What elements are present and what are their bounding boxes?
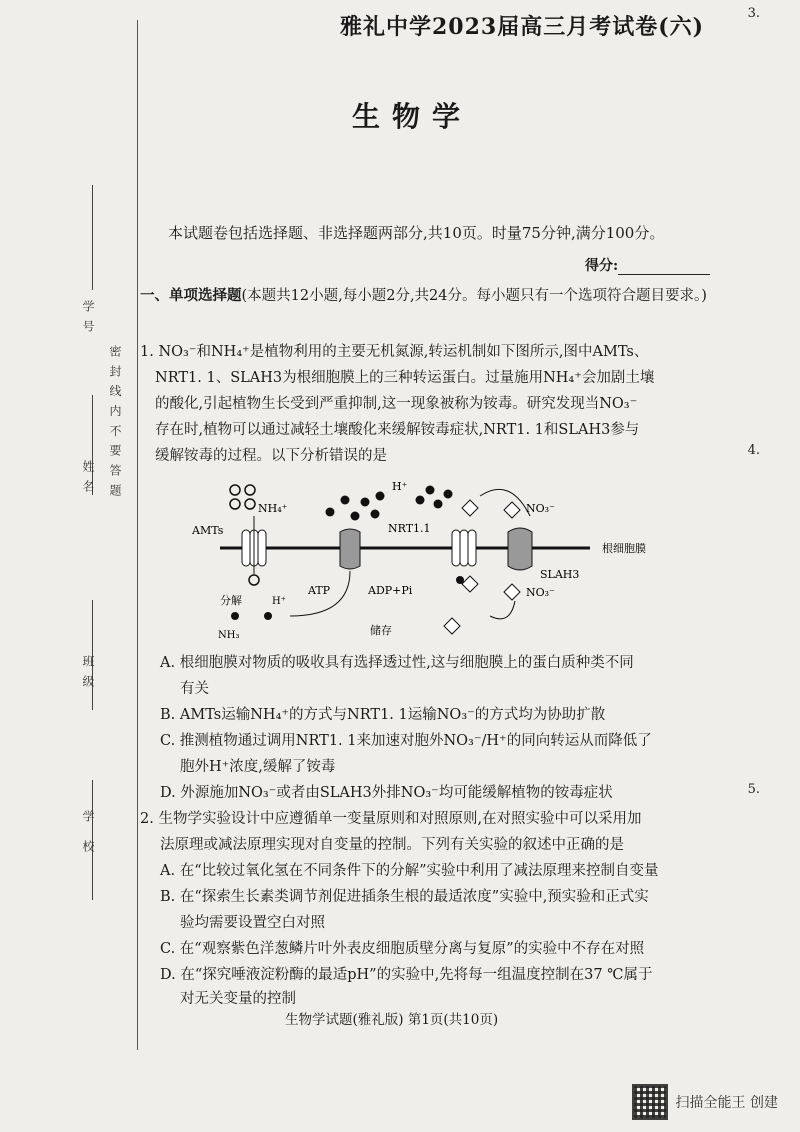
label-h-bottom: H⁺	[272, 596, 286, 607]
slah3-no3-diamond	[504, 502, 520, 518]
binding-label-ji: 级	[81, 675, 95, 689]
label-decompose: 分解	[220, 594, 242, 607]
q2-line-1: 2. 生物学实验设计中应遵循单一变量原则和对照原则,在对照实验中可以采用加	[140, 811, 642, 827]
section-heading	[140, 283, 715, 309]
label-store: 储存	[370, 624, 392, 637]
nh4-circle	[230, 499, 240, 509]
binding-label-xue: 学	[81, 300, 95, 314]
q1-line-3: 的酸化,引起植物生长受到严重抑制,这一现象被称为铵毒。研究发现当NO₃⁻	[155, 396, 638, 412]
q1-line-2: NRT1. 1、SLAH3为根细胞膜上的三种转运蛋白。过量施用NH₄⁺会加剧土壤	[155, 370, 655, 386]
q1-option-d: D. 外源施加NO₃⁻或者由SLAH3外排NO₃⁻均可能缓解植物的铵毒症状	[160, 785, 613, 801]
q2-option-d-cont: 对无关变量的控制	[180, 991, 296, 1007]
transport-diagram	[190, 476, 670, 646]
q1-option-b: B. AMTs运输NH₄⁺的方式与NRT1. 1运输NO₃⁻的方式均为协助扩散	[160, 707, 606, 723]
score-blank	[618, 262, 710, 275]
side-number-3: 3.	[747, 6, 760, 21]
q1-option-a-cont: 有关	[180, 681, 209, 697]
binding-label-xue2: 学	[81, 810, 95, 824]
qr-code-icon	[632, 1084, 668, 1120]
cycle-arrow-top	[480, 489, 530, 516]
q2-line-2: 法原理或减法原理实现对自变量的控制。下列有关实验的叙述中正确的是	[160, 837, 624, 853]
binding-label-xiao: 校	[81, 840, 95, 854]
label-no3-top: NO₃⁻	[526, 502, 555, 515]
q2-option-b-cont: 验均需要设置空白对照	[180, 915, 325, 931]
label-adp: ADP+Pi	[368, 584, 413, 597]
score-field	[585, 255, 710, 275]
school-title: 雅礼中学2023届高三月考试卷(六)	[340, 14, 705, 40]
no3-diamond	[462, 500, 478, 516]
binding-warning: 密 封 线 内 不 要 答 题	[108, 345, 122, 498]
q1-line-5: 缓解铵毒的过程。以下分析错误的是	[155, 448, 387, 464]
label-h-top: H⁺	[392, 480, 408, 493]
h-cloud	[326, 486, 453, 521]
section-title: 一、单项选择题	[140, 287, 242, 304]
label-nh4: NH₄⁺	[258, 502, 288, 515]
score-label: 得分:	[585, 258, 619, 274]
label-no3-bottom: NO₃⁻	[526, 586, 555, 599]
student-id-rule	[92, 185, 93, 290]
slah3-channel	[508, 528, 532, 570]
scanner-label: 扫描全能王 创建	[675, 1095, 778, 1111]
nh4-circle	[230, 485, 240, 495]
binding-label-ban: 班	[81, 655, 95, 669]
nh4-circle	[245, 499, 255, 509]
h-dot	[264, 612, 272, 620]
q1-option-c: C. 推测植物通过调用NRT1. 1来加速对胞外NO₃⁻/H⁺的同向转运从而降低了	[160, 733, 652, 749]
page-footer: 生物学试题(雅礼版) 第1页(共10页)	[285, 1012, 499, 1028]
binding-label-ming: 名	[81, 480, 95, 494]
binding-label-hao: 号	[81, 320, 95, 334]
nh3-dot	[231, 612, 239, 620]
nrt-channel	[452, 530, 476, 566]
q2-option-b: B. 在“探索生长素类调节剂促进插条生根的最适浓度”实验中,预实验和正式实	[160, 889, 649, 905]
q2-option-d: D. 在“探究唾液淀粉酶的最适pH”的实验中,先将每一组温度控制在37 ℃属于	[160, 967, 653, 983]
no3-in-diamond	[462, 576, 478, 592]
q1-line-1: 1. NO₃⁻和NH₄⁺是植物利用的主要无机氮源,转运机制如下图所示,图中AMTs、	[140, 344, 649, 360]
label-amts: AMTs	[192, 524, 224, 537]
slah3-in-diamond	[504, 584, 520, 600]
q2-option-a: A. 在“比较过氧化氢在不同条件下的分解”实验中利用了减法原理来控制自变量	[160, 863, 659, 879]
label-nrt: NRT1.1	[388, 522, 431, 535]
scanner-watermark	[632, 1084, 778, 1120]
binding-label-xing: 姓	[81, 460, 95, 474]
q2-option-c: C. 在“观察紫色洋葱鳞片叶外表皮细胞质壁分离与复原”的实验中不存在对照	[160, 941, 645, 957]
nh4-circle	[245, 485, 255, 495]
side-number-4: 4.	[747, 443, 760, 458]
q1-option-c-cont: 胞外H⁺浓度,缓解了铵毒	[180, 759, 336, 775]
section-desc: (本题共12小题,每小题2分,共24分。每小题只有一个选项符合题目要求。)	[241, 288, 707, 304]
exam-intro: 本试题卷包括选择题、非选择题两部分,共10页。时量75分钟,满分100分。	[168, 224, 665, 242]
subject-title: 生物学	[352, 100, 473, 133]
binding-margin-line	[137, 20, 138, 1050]
label-atp: ATP	[308, 584, 331, 597]
cycle-arrow-bottom	[490, 601, 515, 619]
label-nh3: NH₃	[218, 630, 240, 641]
label-slah3: SLAH3	[540, 568, 580, 581]
nh4-in-circle	[249, 575, 259, 585]
h-pump	[340, 529, 360, 569]
no3-store-diamond	[444, 618, 460, 634]
label-membrane: 根细胞膜	[602, 542, 646, 555]
q1-line-4: 存在时,植物可以通过减轻土壤酸化来缓解铵毒症状,NRT1. 1和SLAH3参与	[155, 422, 640, 438]
side-number-5: 5.	[747, 782, 760, 797]
q1-option-a: A. 根细胞膜对物质的吸收具有选择透过性,这与细胞膜上的蛋白质种类不同	[160, 655, 634, 671]
